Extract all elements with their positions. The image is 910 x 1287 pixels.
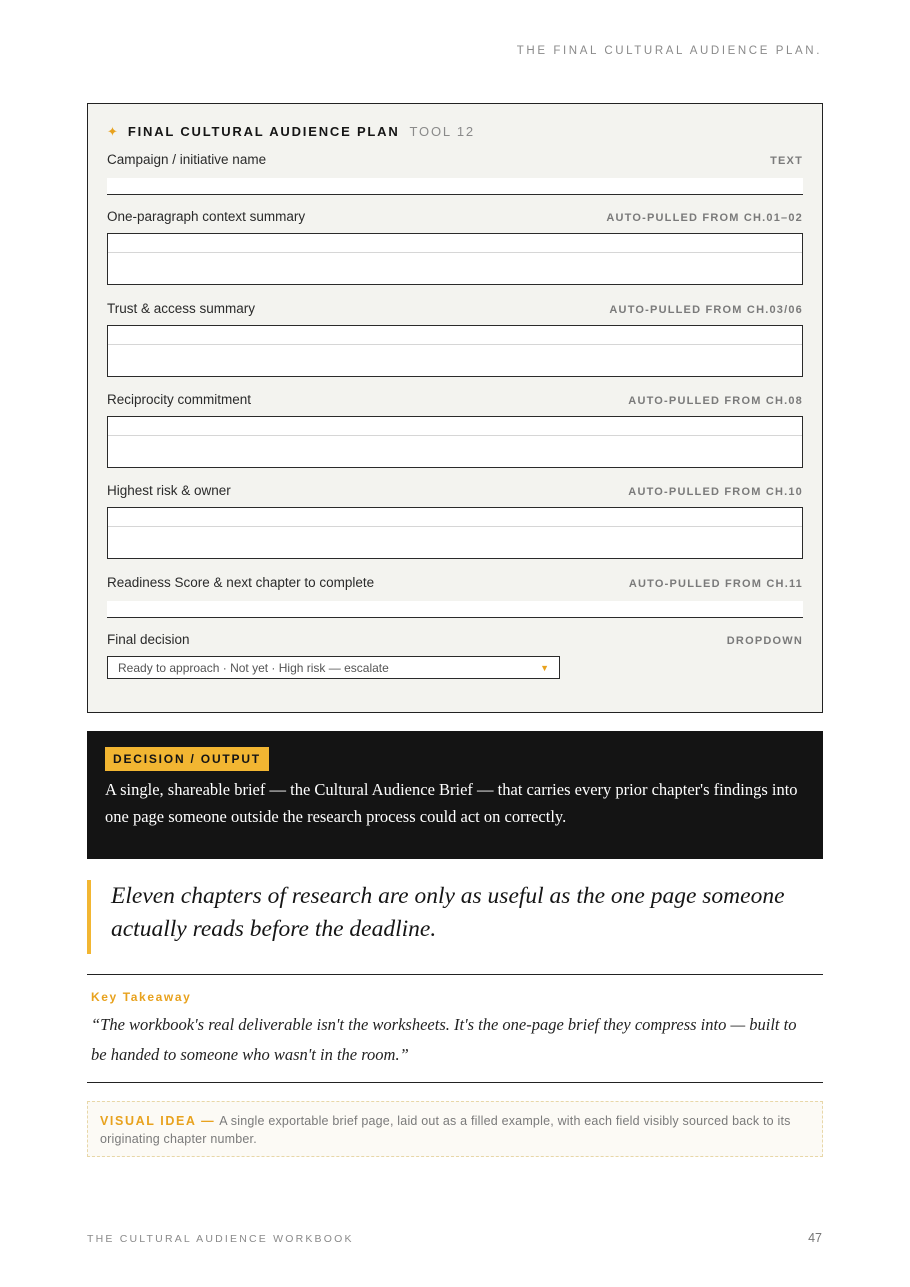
field-readiness-score [107,575,803,593]
field-highest-risk [107,483,803,501]
field-label: Highest risk & owner [107,483,231,498]
field-source: AUTO-PULLED FROM CH.08 [628,395,803,407]
chevron-down-icon: ▼ [540,662,549,673]
field-source: AUTO-PULLED FROM CH.11 [628,578,803,590]
tool-header [107,124,475,140]
takeaway-label: Key Takeaway [91,990,192,1004]
field-label: One-paragraph context summary [107,209,306,224]
visual-idea-text: A single exportable brief page, laid out as a filled example, with each field visibly sourced back to its originating chapter number. [100,1114,791,1146]
field-label: Trust & access summary [107,301,256,316]
trust-access-textarea[interactable] [107,325,803,377]
field-label: Campaign / initiative name [107,152,267,167]
final-decision-dropdown[interactable] [107,656,560,679]
key-takeaway [87,974,823,1083]
rule-line [108,344,802,345]
field-source: AUTO-PULLED FROM CH.01–02 [606,212,803,224]
field-source: AUTO-PULLED FROM CH.03/06 [609,304,803,316]
field-type: DROPDOWN [726,635,803,647]
visual-idea-label: VISUAL IDEA — [100,1114,216,1128]
takeaway-text: “The workbook's real deliverable isn't the worksheets. It's the one-page brief they compress into — built to be handed to someone who wasn't in the room.” [91,1015,797,1064]
tool-tag: TOOL 12 [409,124,475,139]
highest-risk-textarea[interactable] [107,507,803,559]
tool-title: FINAL CULTURAL AUDIENCE PLAN [127,124,400,139]
field-source: AUTO-PULLED FROM CH.10 [628,486,803,498]
rule-line [108,526,802,527]
context-summary-textarea[interactable] [107,233,803,285]
visual-idea-note [87,1101,823,1157]
star-icon: ✦ [107,124,118,139]
pull-quote: Eleven chapters of research are only as useful as the one page someone actually reads before the deadline. [87,880,787,954]
decision-badge: DECISION / OUTPUT [105,747,269,771]
field-label: Final decision [107,632,190,647]
dropdown-value: Ready to approach · Not yet · High risk — escalate [118,660,389,675]
decision-text: A single, shareable brief — the Cultural Audience Brief — that carries every prior chapter's findings into one page someone outside the research process could act on correctly. [105,780,798,826]
tool-worksheet [87,103,823,713]
campaign-name-input[interactable] [107,178,803,195]
page-number: 47 [808,1231,822,1245]
field-label: Readiness Score & next chapter to complete [107,575,375,590]
running-head: THE FINAL CULTURAL AUDIENCE PLAN. [516,45,822,57]
field-type: TEXT [770,155,803,167]
decision-output-panel [87,731,823,859]
readiness-score-input[interactable] [107,601,803,618]
field-campaign-name [107,152,803,170]
field-label: Reciprocity commitment [107,392,252,407]
rule-line [108,252,802,253]
reciprocity-textarea[interactable] [107,416,803,468]
field-final-decision [107,632,803,675]
field-trust-access [107,301,803,319]
rule-line [108,435,802,436]
footer-book-title: THE CULTURAL AUDIENCE WORKBOOK [87,1233,354,1245]
field-context-summary [107,209,803,227]
field-reciprocity [107,392,803,410]
